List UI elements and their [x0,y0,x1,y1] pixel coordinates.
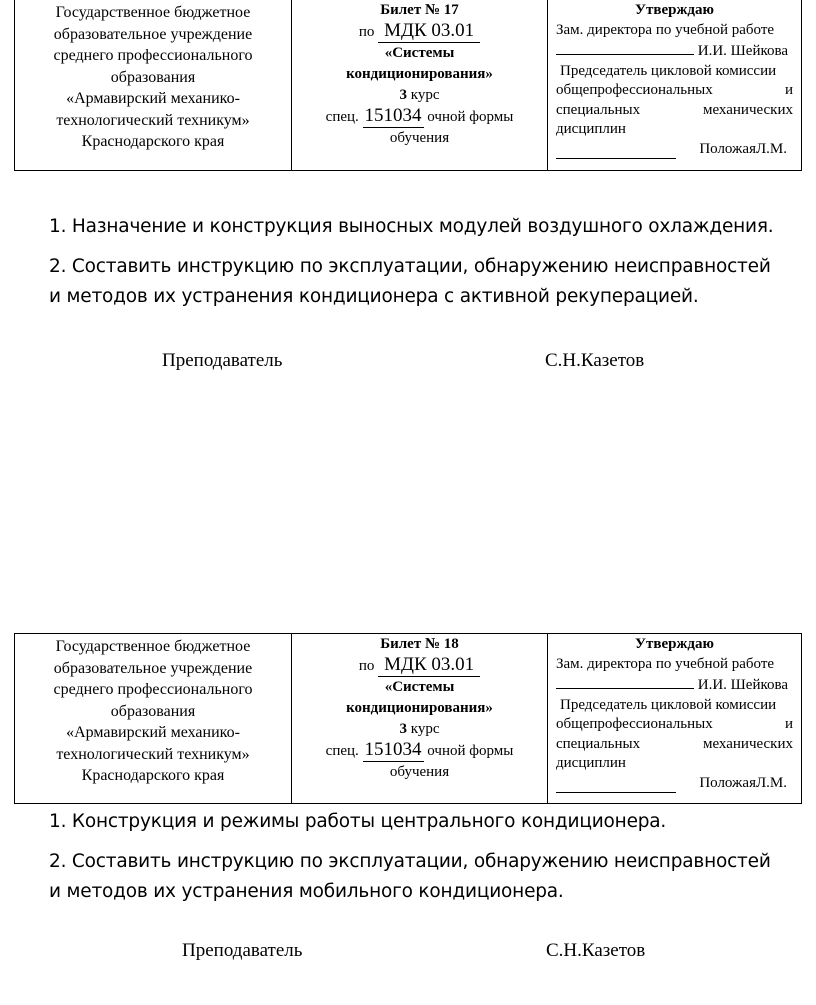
ticket-info-cell [292,634,548,803]
teacher-label: Преподаватель [182,940,303,961]
institution-line: среднего профессионального [53,681,253,698]
subject-line-1: «Системы [384,679,455,695]
subject-line-2: кондиционирования» [346,700,493,716]
chair-line-2a: общепрофессиональных [556,716,713,732]
signature-line [556,778,676,793]
by-label: по [358,24,375,40]
subject-line-2: кондиционирования» [346,66,493,82]
question-1: 1. Назначение и конструкция выносных модулей воздушного охлаждения. [49,216,774,237]
course-label: курс [410,87,440,103]
institution-line: Государственное бюджетное [55,4,251,21]
approve-title: Утверждаю [635,2,714,18]
questions-list [49,212,776,322]
deputy-title: Зам. директора по учебной работе [556,655,775,672]
signature-line [556,144,676,159]
study-form: очной формы [427,743,514,759]
chair-name: ПоложаяЛ.М. [699,774,787,791]
institution-line: образовательное учреждение [53,659,253,677]
teacher-name: С.Н.Казетов [545,350,645,371]
chair-line-3b: механических [702,735,793,752]
institution-line: технологический техникум» [56,745,250,763]
spec-label: спец. [325,109,359,125]
signature-line [556,674,694,689]
question-2: 2. Составить инструкцию по эксплуатации, обнаружению неисправностей и методов их устранения мобильного кондиционера. [49,851,771,902]
institution-cell [15,634,292,803]
institution-line: «Армавирский механико- [66,724,240,741]
institution-cell [15,0,292,170]
chair-line-2a: общепрофессиональных [556,82,713,98]
institution-line: Государственное бюджетное [55,638,251,655]
chair-line-4: дисциплин [556,121,626,137]
chair-line-1: Председатель цикловой комиссии [560,62,777,79]
chair-line-2b: и [784,716,793,732]
institution-line: Краснодарского края [81,767,225,784]
approval-cell [548,0,801,170]
course-number: 3 [399,721,407,737]
institution-line: образовательное учреждение [53,25,253,43]
chair-name: ПоложаяЛ.М. [699,140,787,157]
question-2: 2. Составить инструкцию по эксплуатации, обнаружению неисправностей и методов их устранения кондиционера с активной рекуперацией. [49,256,771,307]
course-number: 3 [399,87,407,103]
chair-line-3a: специальных [556,101,641,118]
approve-title: Утверждаю [635,636,714,652]
study-form-2: обучения [389,764,450,780]
study-form-2: обучения [389,130,450,146]
institution-line: среднего профессионального [53,47,253,64]
deputy-title: Зам. директора по учебной работе [556,21,775,38]
study-form: очной формы [427,109,514,125]
chair-line-2b: и [784,82,793,98]
deputy-name: И.И. Шейкова [697,677,789,693]
deputy-name: И.И. Шейкова [697,43,789,59]
signature-line [556,40,694,55]
questions-list [49,807,776,917]
approval-cell [548,634,801,803]
by-label: по [358,658,375,674]
institution-line: образования [110,702,196,720]
institution-line: технологический техникум» [56,111,250,129]
institution-line: образования [110,68,196,86]
ticket-header-table [14,0,802,171]
question-1: 1. Конструкция и режимы работы центрального кондиционера. [49,811,667,832]
chair-line-1: Председатель цикловой комиссии [560,696,777,713]
spec-code: 151034 [364,739,422,760]
ticket-number: Билет № 18 [380,636,459,652]
chair-line-3a: специальных [556,735,641,752]
spec-code: 151034 [364,105,422,126]
ticket-number: Билет № 17 [380,2,459,18]
course-label: курс [410,721,440,737]
module-code: МДК 03.01 [378,655,480,677]
institution-line: Краснодарского края [81,133,225,150]
chair-line-3b: механических [702,101,793,118]
teacher-label: Преподаватель [162,350,283,371]
ticket-info-cell [292,0,548,170]
subject-line-1: «Системы [384,45,455,61]
institution-line: «Армавирский механико- [66,90,240,107]
chair-line-4: дисциплин [556,755,626,771]
teacher-name: С.Н.Казетов [546,940,646,961]
spec-label: спец. [325,743,359,759]
module-code: МДК 03.01 [378,21,480,43]
ticket-header-table [14,633,802,804]
